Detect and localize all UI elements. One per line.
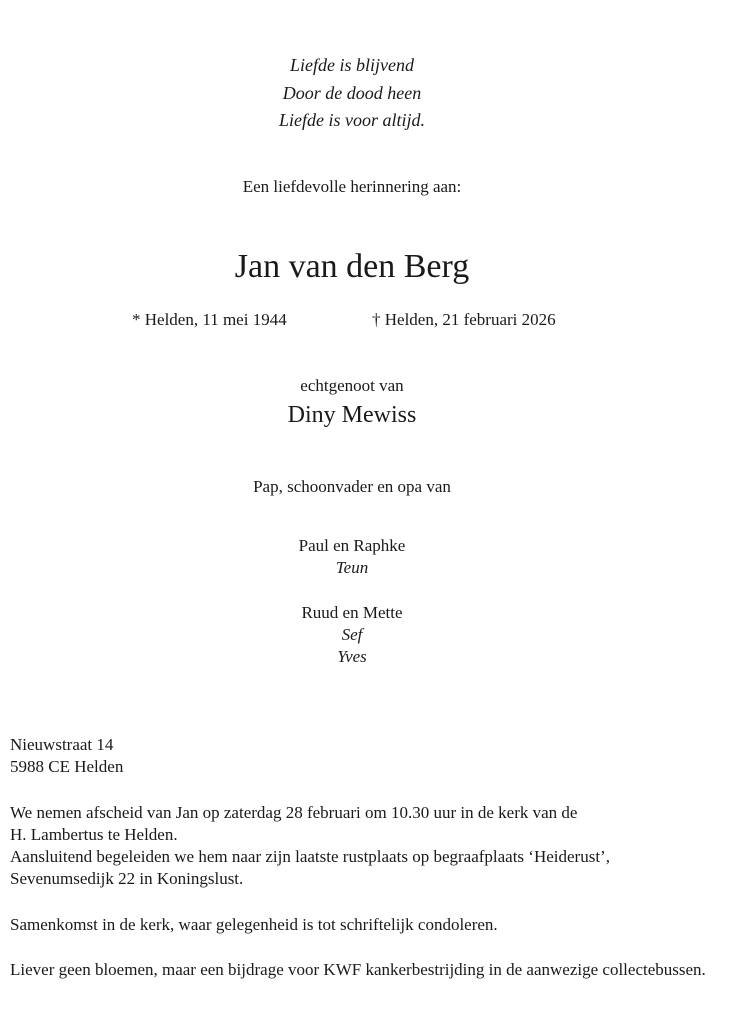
spouse-name: Diny Mewiss <box>287 402 417 428</box>
poem-line: Liefde is blijvend <box>290 55 414 75</box>
grandchild-name: Yves <box>337 647 367 666</box>
grandchild-name: Sef <box>341 625 363 644</box>
family-label: Pap, schoonvader en opa van <box>253 477 451 496</box>
service-details <box>10 802 730 890</box>
grandchild-name: Teun <box>335 558 369 577</box>
family-group <box>0 535 704 579</box>
intro-text: Een liefdevolle herinnering aan: <box>242 177 462 196</box>
gathering-note: Samenkomst in de kerk, waar gelegenheid is tot schriftelijk condoleren. <box>10 915 498 934</box>
address-city: 5988 CE Helden <box>10 757 124 776</box>
flowers-note: Liever geen bloemen, maar een bijdrage voor KWF kankerbestrijding in de aanwezige collectebussen. <box>10 960 706 979</box>
family-parents: Paul en Raphke <box>298 536 406 555</box>
service-line: Aansluitend begeleiden we hem naar zijn laatste rustplaats op begraafplaats ‘Heiderust’, <box>10 847 610 866</box>
service-line: H. Lambertus te Helden. <box>10 825 178 844</box>
birth-date: * Helden, 11 mei 1944 <box>132 310 287 329</box>
poem <box>0 52 704 135</box>
deceased-name: Jan van den Berg <box>234 248 470 285</box>
poem-line: Door de dood heen <box>282 82 422 103</box>
spouse-label: echtgenoot van <box>300 376 404 395</box>
family-parents: Ruud en Mette <box>301 603 403 622</box>
service-line: Sevenumsedijk 22 in Koningslust. <box>10 869 244 888</box>
address-street: Nieuwstraat 14 <box>10 735 114 754</box>
death-date: † Helden, 21 februari 2026 <box>372 310 556 329</box>
service-line: We nemen afscheid van Jan op zaterdag 28 februari om 10.30 uur in de kerk van de <box>10 803 578 822</box>
family-group <box>0 602 704 668</box>
poem-line: Liefde is voor altijd. <box>279 110 425 130</box>
address-block <box>10 734 730 778</box>
